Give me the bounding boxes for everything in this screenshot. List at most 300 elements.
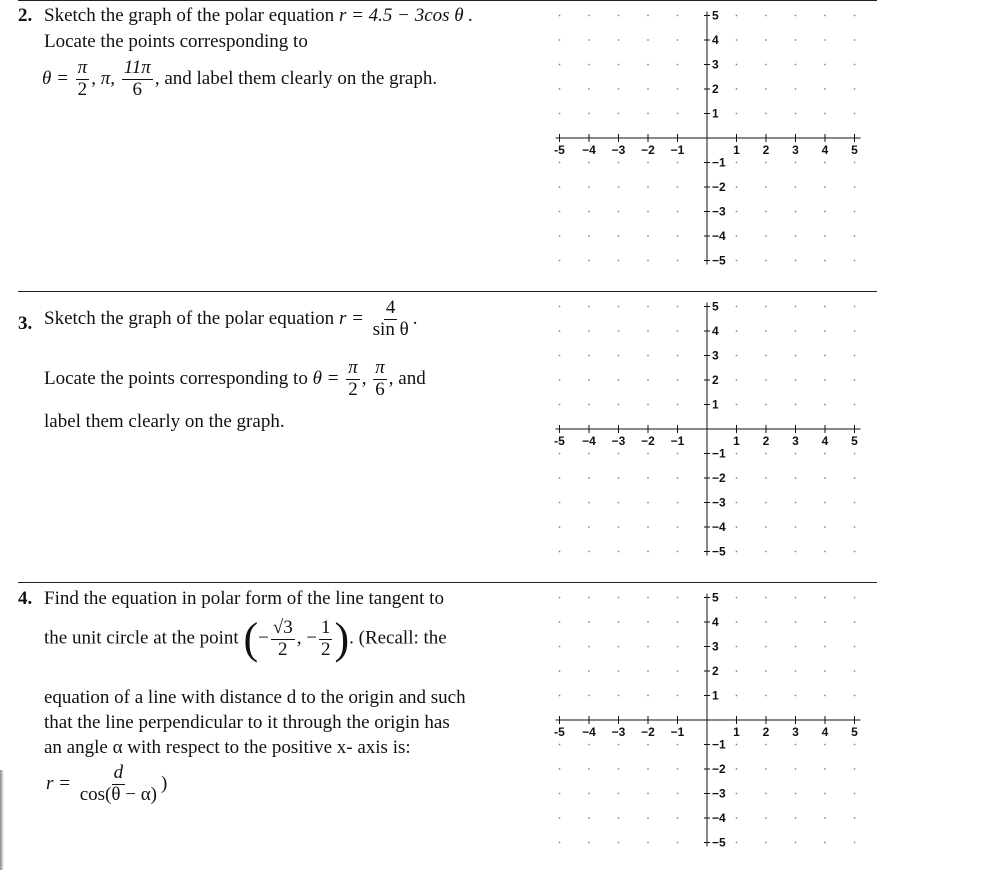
grid-dot: [854, 64, 856, 66]
grid-dot: [618, 597, 620, 599]
grid-dot: [588, 235, 590, 237]
grid-dot: [559, 113, 561, 115]
grid-dot: [559, 64, 561, 66]
grid-dot: [824, 379, 826, 381]
grid-dot: [588, 113, 590, 115]
grid-dot: [854, 162, 856, 164]
grid-dot: [736, 477, 738, 479]
grid-dot: [824, 260, 826, 262]
problem-text-line: equation of a line with distance d to the origin and such: [44, 687, 466, 708]
grid-dot: [736, 404, 738, 406]
y-tick-label: 1: [712, 688, 719, 703]
grid-dot: [647, 235, 649, 237]
problem-text-line: Find the equation in polar form of the line tangent to: [44, 588, 444, 609]
grid-dot: [677, 379, 679, 381]
grid-dot: [647, 186, 649, 188]
grid-dot: [795, 404, 797, 406]
grid-dot: [854, 453, 856, 455]
grid-dot: [765, 526, 767, 528]
x-tick-label: 4: [821, 143, 829, 157]
problem-text-line: that the line perpendicular to it through the origin has: [44, 712, 450, 733]
grid-dot: [677, 670, 679, 672]
grid-dot: [736, 502, 738, 504]
grid-dot: [588, 306, 590, 308]
grid-dot: [765, 15, 767, 17]
grid-dot: [824, 186, 826, 188]
fraction: $\frac{4}{\text{sin θ}}$: [372, 297, 409, 340]
grid-dot: [647, 330, 649, 332]
x-tick-label: −2: [641, 143, 655, 157]
grid-dot: [588, 88, 590, 90]
grid-dot: [647, 113, 649, 115]
grid-dot: [795, 477, 797, 479]
grid-dot: [677, 113, 679, 115]
y-tick-label: 4: [712, 615, 719, 629]
grid-dot: [559, 817, 561, 819]
grid-dot: [765, 453, 767, 455]
x-tick-label: −3: [611, 434, 626, 448]
grid-dot: [588, 39, 590, 41]
grid-dot: [588, 260, 590, 262]
grid-dot: [765, 551, 767, 553]
x-tick-label: −4: [582, 143, 596, 157]
grid-dot: [588, 64, 590, 66]
grid-dot: [559, 670, 561, 672]
problem-text-line: Sketch the graph of the polar equation r = $\frac{4}{\text{sin θ}}$ .: [44, 297, 418, 340]
grid-dot: [824, 842, 826, 844]
y-tick-label: 4: [712, 33, 719, 47]
grid-dot: [795, 306, 797, 308]
grid-dot: [795, 186, 797, 188]
grid-dot: [765, 597, 767, 599]
grid-dot: [588, 15, 590, 17]
close-paren: ): [334, 614, 350, 663]
grid-dot: [618, 404, 620, 406]
grid-dot: [765, 162, 767, 164]
grid-dot: [647, 842, 649, 844]
problem-text-line: an angle α with respect to the positive x- axis is:: [44, 737, 411, 758]
grid-dot: [795, 793, 797, 795]
grid-dot: [824, 744, 826, 746]
x-tick-label: 5: [851, 143, 858, 157]
grid-dot: [618, 330, 620, 332]
grid-dot: [647, 621, 649, 623]
grid-dot: [647, 88, 649, 90]
grid-dot: [854, 842, 856, 844]
x-tick-label: 4: [821, 725, 829, 739]
grid-dot: [736, 330, 738, 332]
grid-dot: [588, 186, 590, 188]
coordinate-grid-3: [548, 293, 878, 583]
grid-dot: [736, 211, 738, 213]
grid-dot: [736, 306, 738, 308]
problem-number: 2.: [18, 5, 33, 26]
open-paren: (: [243, 614, 259, 663]
grid-dot: [824, 306, 826, 308]
x-tick-label: −4: [582, 434, 596, 448]
grid-dot: [559, 15, 561, 17]
grid-dot: [618, 793, 620, 795]
grid-dot: [736, 260, 738, 262]
grid-dot: [854, 15, 856, 17]
grid-dot: [588, 597, 590, 599]
grid-dot: [588, 404, 590, 406]
y-tick-label: −5: [712, 544, 726, 559]
grid-dot: [647, 670, 649, 672]
grid-dot: [765, 235, 767, 237]
grid-dot: [677, 817, 679, 819]
grid-dot: [618, 260, 620, 262]
y-tick-label: −5: [712, 253, 726, 268]
grid-dot: [795, 817, 797, 819]
grid-dot: [618, 162, 620, 164]
grid-dot: [854, 793, 856, 795]
grid-dot: [795, 88, 797, 90]
grid-dot: [736, 842, 738, 844]
grid-dot: [765, 113, 767, 115]
grid-dot: [647, 379, 649, 381]
coordinate-grid-4: [548, 584, 878, 874]
y-tick-label: 3: [712, 57, 719, 72]
grid-dot: [559, 502, 561, 504]
grid-dot: [588, 621, 590, 623]
coordinate-grid-2: [548, 2, 878, 292]
x-tick-label: 1: [733, 143, 740, 157]
grid-dot: [824, 477, 826, 479]
grid-dot: [677, 621, 679, 623]
x-tick-label: −4: [582, 725, 596, 739]
grid-dot: [618, 502, 620, 504]
grid-dot: [795, 211, 797, 213]
grid-dot: [588, 379, 590, 381]
grid-dot: [824, 88, 826, 90]
grid-dot: [854, 621, 856, 623]
grid-dot: [736, 15, 738, 17]
grid-dot: [677, 355, 679, 357]
y-tick-label: −4: [712, 811, 726, 825]
grid-dot: [854, 477, 856, 479]
grid-dot: [618, 113, 620, 115]
y-tick-label: −3: [712, 495, 726, 510]
grid-dot: [618, 670, 620, 672]
grid-dot: [618, 186, 620, 188]
page-edge-shadow: [0, 770, 4, 870]
grid-dot: [588, 695, 590, 697]
grid-dot: [795, 670, 797, 672]
y-tick-label: −3: [712, 786, 726, 801]
grid-dot: [824, 551, 826, 553]
grid-dot: [618, 526, 620, 528]
grid-dot: [618, 842, 620, 844]
grid-dot: [765, 477, 767, 479]
grid-dot: [677, 502, 679, 504]
grid-dot: [795, 162, 797, 164]
grid-dot: [824, 64, 826, 66]
fraction: $\frac{\pi}{2}$: [348, 357, 358, 400]
fraction: $\frac{√3}{2}$: [272, 616, 293, 660]
grid-dot: [795, 379, 797, 381]
grid-dot: [824, 502, 826, 504]
grid-dot: [854, 670, 856, 672]
grid-dot: [618, 88, 620, 90]
grid-dot: [795, 64, 797, 66]
grid-dot: [795, 597, 797, 599]
grid-dot: [559, 330, 561, 332]
y-tick-label: −2: [712, 471, 726, 485]
grid-dot: [854, 355, 856, 357]
grid-dot: [618, 211, 620, 213]
grid-dot: [854, 330, 856, 332]
grid-dot: [824, 39, 826, 41]
grid-dot: [647, 744, 649, 746]
x-tick-label: −1: [670, 143, 685, 157]
grid-dot: [647, 39, 649, 41]
grid-dot: [647, 551, 649, 553]
grid-dot: [765, 817, 767, 819]
grid-dot: [854, 379, 856, 381]
grid-dot: [677, 64, 679, 66]
grid-dot: [854, 646, 856, 648]
grid-dot: [824, 162, 826, 164]
grid-dot: [559, 355, 561, 357]
grid-dot: [618, 744, 620, 746]
problem-4: [18, 587, 548, 887]
grid-dot: [854, 502, 856, 504]
grid-dot: [677, 186, 679, 188]
y-tick-label: −2: [712, 762, 726, 776]
problem-text-line: label them clearly on the graph.: [44, 411, 285, 432]
grid-dot: [854, 211, 856, 213]
grid-dot: [795, 502, 797, 504]
grid-dot: [765, 355, 767, 357]
grid-dot: [618, 768, 620, 770]
grid-dot: [559, 793, 561, 795]
grid-dot: [618, 695, 620, 697]
grid-dot: [854, 88, 856, 90]
x-tick-label: 3: [792, 143, 799, 157]
grid-dot: [854, 235, 856, 237]
grid-dot: [736, 768, 738, 770]
x-tick-label: -5: [554, 434, 565, 448]
y-tick-label: −2: [712, 180, 726, 194]
grid-dot: [765, 64, 767, 66]
grid-dot: [647, 260, 649, 262]
grid-dot: [559, 744, 561, 746]
grid-dot: [765, 186, 767, 188]
grid-dot: [736, 621, 738, 623]
grid-dot: [765, 211, 767, 213]
grid-dot: [795, 695, 797, 697]
y-tick-label: 3: [712, 639, 719, 654]
grid-dot: [736, 670, 738, 672]
grid-dot: [854, 39, 856, 41]
fraction: $\frac{d}{\cos(\theta - \alpha)}$: [79, 762, 157, 805]
y-tick-label: 2: [712, 373, 719, 387]
grid-dot: [647, 162, 649, 164]
grid-dot: [736, 379, 738, 381]
y-tick-label: 5: [712, 299, 719, 314]
grid-dot: [765, 502, 767, 504]
grid-dot: [559, 260, 561, 262]
grid-dot: [677, 453, 679, 455]
grid-dot: [588, 502, 590, 504]
grid-dot: [588, 526, 590, 528]
y-tick-label: −1: [712, 155, 726, 170]
grid-dot: [618, 817, 620, 819]
grid-dot: [559, 526, 561, 528]
grid-dot: [647, 477, 649, 479]
y-tick-label: 2: [712, 664, 719, 678]
grid-dot: [677, 477, 679, 479]
grid-dot: [854, 744, 856, 746]
grid-dot: [824, 670, 826, 672]
x-tick-label: 1: [733, 434, 740, 448]
grid-dot: [559, 39, 561, 41]
grid-dot: [854, 817, 856, 819]
grid-dot: [647, 211, 649, 213]
grid-dot: [647, 502, 649, 504]
grid-dot: [588, 646, 590, 648]
grid-dot: [588, 551, 590, 553]
grid-dot: [559, 768, 561, 770]
grid-dot: [824, 695, 826, 697]
grid-dot: [677, 404, 679, 406]
grid-dot: [618, 355, 620, 357]
grid-dot: [677, 744, 679, 746]
grid-dot: [795, 15, 797, 17]
grid-dot: [588, 842, 590, 844]
grid-dot: [795, 113, 797, 115]
grid-dot: [618, 64, 620, 66]
grid-dot: [618, 39, 620, 41]
grid-dot: [677, 768, 679, 770]
grid-dot: [824, 235, 826, 237]
x-tick-label: -5: [554, 725, 565, 739]
problem-3: [18, 296, 548, 576]
grid-dot: [795, 621, 797, 623]
grid-dot: [765, 88, 767, 90]
grid-dot: [647, 526, 649, 528]
grid-dot: [765, 379, 767, 381]
problem-number: 4.: [18, 588, 33, 609]
grid-dot: [677, 551, 679, 553]
grid-dot: [677, 211, 679, 213]
grid-dot: [765, 404, 767, 406]
grid-dot: [647, 646, 649, 648]
grid-dot: [736, 793, 738, 795]
grid-dot: [559, 186, 561, 188]
grid-dot: [559, 379, 561, 381]
grid-dot: [588, 453, 590, 455]
formula-line: r = $\frac{d}{\cos(\theta - \alpha)}$ ): [46, 762, 168, 805]
x-tick-label: −2: [641, 725, 655, 739]
grid-dot: [559, 162, 561, 164]
x-tick-label: −3: [611, 143, 626, 157]
grid-dot: [736, 817, 738, 819]
y-tick-label: −1: [712, 737, 726, 752]
grid-dot: [736, 526, 738, 528]
fraction: $\frac{11\pi}{6}$: [123, 57, 151, 100]
grid-dot: [588, 477, 590, 479]
grid-dot: [765, 768, 767, 770]
grid-dot: [677, 842, 679, 844]
grid-dot: [647, 597, 649, 599]
top-rule: [18, 0, 877, 1]
grid-dot: [824, 404, 826, 406]
grid-dot: [677, 39, 679, 41]
grid-dot: [795, 646, 797, 648]
grid-dot: [824, 453, 826, 455]
grid-dot: [824, 793, 826, 795]
grid-dot: [795, 768, 797, 770]
problem-text-line: Locate the points corresponding to θ = $\frac{\pi}{2}$ , $\frac{\pi}{6}$ , and: [44, 357, 426, 400]
grid-dot: [559, 842, 561, 844]
grid-dot: [824, 355, 826, 357]
grid-dot: [765, 793, 767, 795]
grid-dot: [618, 235, 620, 237]
grid-dot: [736, 39, 738, 41]
grid-dot: [647, 15, 649, 17]
grid-dot: [795, 744, 797, 746]
grid-dot: [795, 235, 797, 237]
grid-dot: [765, 621, 767, 623]
x-tick-label: 2: [762, 434, 770, 448]
problem-2: [18, 4, 548, 284]
y-tick-label: −4: [712, 229, 726, 243]
grid-dot: [677, 330, 679, 332]
grid-dot: [618, 15, 620, 17]
grid-dot: [765, 695, 767, 697]
grid-dot: [765, 260, 767, 262]
grid-dot: [588, 330, 590, 332]
grid-dot: [677, 597, 679, 599]
grid-dot: [618, 551, 620, 553]
point-line: the unit circle at the point (− $\frac{√3}{2}$ , − $\frac{1}{2}$ ). (Recall: the: [44, 614, 447, 663]
grid-dot: [765, 744, 767, 746]
grid-dot: [854, 186, 856, 188]
grid-dot: [854, 768, 856, 770]
grid-dot: [795, 842, 797, 844]
grid-dot: [824, 526, 826, 528]
grid-dot: [736, 551, 738, 553]
x-tick-label: 2: [762, 725, 770, 739]
grid-dot: [854, 306, 856, 308]
grid-dot: [559, 477, 561, 479]
grid-dot: [795, 526, 797, 528]
grid-dot: [854, 526, 856, 528]
fraction: $\frac{\pi}{2}$: [77, 57, 88, 100]
grid-dot: [765, 646, 767, 648]
x-tick-label: 2: [762, 143, 770, 157]
grid-dot: [647, 817, 649, 819]
x-tick-label: −2: [641, 434, 655, 448]
x-tick-label: 5: [851, 725, 858, 739]
grid-dot: [647, 768, 649, 770]
grid-dot: [795, 551, 797, 553]
grid-dot: [677, 15, 679, 17]
problem-text-line: Locate the points corresponding to: [44, 31, 308, 52]
equation: r = 4.5 − 3cos θ .: [338, 5, 474, 26]
grid-dot: [765, 306, 767, 308]
y-tick-label: −3: [712, 204, 726, 219]
grid-dot: [647, 404, 649, 406]
grid-dot: [854, 597, 856, 599]
grid-dot: [736, 646, 738, 648]
x-tick-label: 3: [792, 725, 799, 739]
grid-dot: [559, 621, 561, 623]
grid-dot: [824, 597, 826, 599]
y-tick-label: −1: [712, 446, 726, 461]
